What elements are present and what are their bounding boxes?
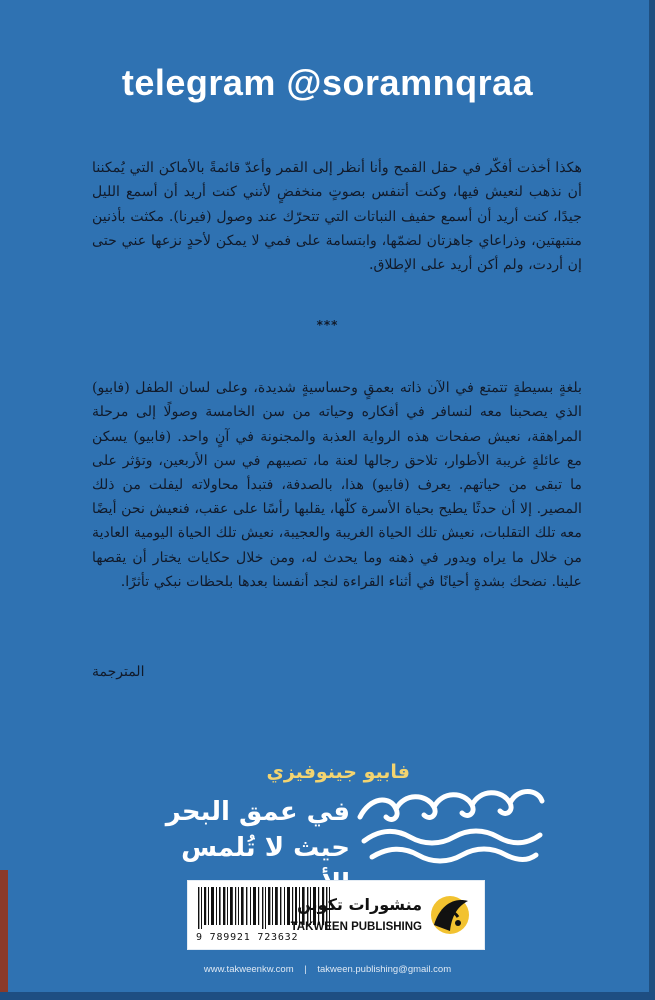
website-link[interactable]: www.takweenkw.com (203, 964, 294, 975)
footer-contacts (0, 964, 655, 975)
separator-stars: *** (316, 318, 339, 332)
barcode-panel (187, 880, 485, 950)
watermark-header: telegram @soramnqraa (121, 62, 534, 103)
publisher-logo-icon (428, 891, 472, 937)
footer-divider: | (304, 964, 307, 975)
title-line-2: حيث لا تُلمس (181, 833, 350, 863)
translator-signature: المترجمة (92, 664, 145, 680)
publisher-name-arabic: منشورات تكوين (297, 895, 422, 914)
isbn-number: 9 789921 723632 (196, 932, 299, 943)
blurb-paragraph-2: بلغةٍ بسيطةٍ تتمتع في الآن ذاته بعمقٍ وحساسيةٍ شديدة، وعلى لسان الطفل (فابيو) الذي يصحبنا معه لنسافر في أفكاره وحياته من سن الخامسة وصولًا إلى مرحلة المراهقة، نعيش صفحات هذه الرواية العذبة والمجنونة في آنٍ واحد. (فابيو) يسكن مع عائلةٍ غريبة الأطوار، تلاحق رجالها لعنة ما، تصيبهم في سن الأربعين، وتؤثر على ما تبقى من حياتهم. يعرف (فابيو) هذا، بالصدفة، فتبدأ محاولاته ليفلت من ذلك المصير. إلا أن حدثًا يطيح بحياة الأسرة كلّها، يقلبها رأسًا على عقب، فنعيش نحن أيضًا معه تلك التقلبات، نعيش تلك الحياة الغريبة والعجيبة، نعيش تلك الحياة اليومية العادية من خلال ما يراه ويدور في ذهنه وما يحدث له، ومن خلال حكايات يختار أن يقصها علينا. نضحك بشدةٍ أحيانًا في أثناء القراءة لنجد أنفسنا بعدها بلحظات نبكي تأثرًا. (92, 380, 582, 590)
title-line-1: في عمق البحر (165, 797, 350, 827)
email-link[interactable]: takween.publishing@gmail.com (317, 964, 452, 975)
publisher-name-english: TAKWEEN PUBLISHING (290, 921, 422, 933)
bottom-edge (0, 992, 655, 1000)
waves-icon (350, 775, 550, 865)
blurb-paragraph-1: هكذا أخذت أفكّر في حقل القمح وأنا أنظر إلى القمر وأعدّ قائمةً بالأماكن التي يُمكننا أن نذهب لنعيش فيها، وكنت أتنفس بصوتٍ منخفضٍ لأنني كنت أريد أن أسمع الليل جيدًا، كنت أريد أن أسمع حفيف النباتات التي تتحرّك عند وصول (فيرنا). مكثت بأذنين منتبهتين، وذراعاي جاهزتان لضمّها، وابتسامة على فمي لا يمكن لأحدٍ نزعها عني حتى إن أردت، ولم أكن أريد على الإطلاق. (92, 160, 582, 273)
author-name: فابيو جينوفيزي (266, 761, 410, 783)
